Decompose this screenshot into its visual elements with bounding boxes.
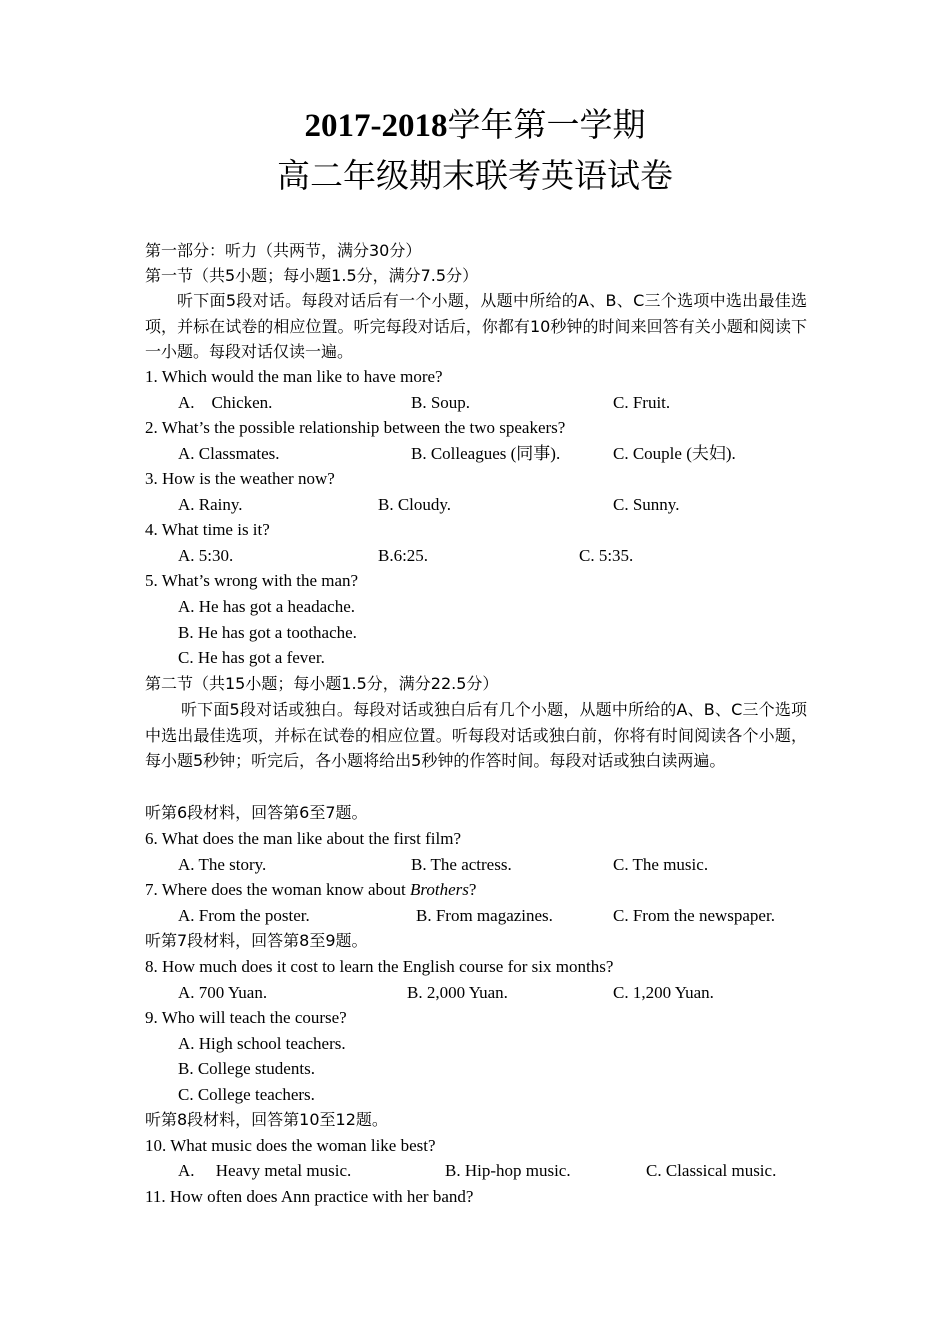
q1-option-a: A. Chicken.	[178, 393, 273, 412]
question-7-text: 7. Where does the woman know about	[145, 880, 411, 899]
question-11: 11. How often does Ann practice with her band?	[145, 1187, 474, 1206]
question-6: 6. What does the man like about the first film?	[145, 829, 461, 848]
question-1: 1. Which would the man like to have more?	[145, 367, 443, 386]
material-6-heading: 听第6段材料，回答第6至7题。	[145, 803, 368, 822]
q8-option-c: C. 1,200 Yuan.	[613, 983, 714, 1002]
q1-option-b: B. Soup.	[411, 393, 471, 412]
q5-option-c: C. He has got a fever.	[178, 648, 325, 667]
exam-term: 学年第一学期	[447, 105, 646, 144]
q9-option-b: B. College students.	[178, 1059, 315, 1078]
q6-option-a: A. The story.	[178, 855, 267, 874]
q10-option-a: A. Heavy metal music.	[178, 1161, 352, 1180]
q3-option-a: A. Rainy.	[178, 495, 243, 514]
question-8: 8. How much does it cost to learn the English course for six months?	[145, 957, 614, 976]
question-9: 9. Who will teach the course?	[145, 1008, 347, 1027]
section1-instructions: 听下面5段对话。每段对话后有一个小题，从题中所给的A、B、C三个选项中选出最佳选项，并标在试卷的相应位置。听完每段对话后，你都有10秒钟的时间来回答有关小题和阅读下一小题。每段对话仅读一遍。	[145, 291, 807, 361]
q4-option-b: B.6:25.	[378, 546, 429, 565]
q3-option-c: C. Sunny.	[613, 495, 680, 514]
exam-year: 2017-2018	[304, 108, 448, 144]
q10-option-b: B. Hip-hop music.	[445, 1161, 571, 1180]
q5-option-a: A. He has got a headache.	[178, 597, 356, 616]
q10-option-c: C. Classical music.	[646, 1161, 777, 1180]
question-7-title-italic: Brothers	[410, 880, 469, 899]
section2-heading: 第二节（共15小题；每小题1.5分，满分22.5分）	[145, 674, 499, 693]
q7-option-c: C. From the newspaper.	[613, 906, 775, 925]
q4-option-a: A. 5:30.	[178, 546, 234, 565]
q4-option-c: C. 5:35.	[579, 546, 634, 565]
q6-option-c: C. The music.	[613, 855, 709, 874]
question-7	[145, 879, 476, 901]
q1-option-c: C. Fruit.	[613, 393, 671, 412]
q7-option-a: A. From the poster.	[178, 906, 310, 925]
question-5: 5. What’s wrong with the man?	[145, 571, 359, 590]
exam-title-line1	[0, 105, 950, 146]
section2-instructions: 听下面5段对话或独白。每段对话或独白后有几个小题，从题中所给的A、B、C三个选项中选出最佳选项，并标在试卷的相应位置。听每段对话或独白前，你将有时间阅读各个小题，每小题5秒钟；听完后，各小题将给出5秒钟的作答时间。每段对话或独白读两遍。	[145, 700, 807, 770]
q9-option-a: A. High school teachers.	[178, 1034, 346, 1053]
q2-option-a: A. Classmates.	[178, 444, 280, 463]
part1-heading: 第一部分：听力（共两节，满分30分）	[145, 241, 422, 260]
question-4: 4. What time is it?	[145, 520, 270, 539]
q2-option-b: B. Colleagues (同事).	[411, 444, 561, 463]
q9-option-c: C. College teachers.	[178, 1085, 315, 1104]
q7-option-b: B. From magazines.	[416, 906, 553, 925]
q8-option-b: B. 2,000 Yuan.	[407, 983, 508, 1002]
q2-option-c: C. Couple (夫妇).	[613, 444, 736, 463]
q5-option-b: B. He has got a toothache.	[178, 623, 357, 642]
section1-heading: 第一节（共5小题；每小题1.5分，满分7.5分）	[145, 266, 479, 285]
question-2: 2. What’s the possible relationship between the two speakers?	[145, 418, 566, 437]
q6-option-b: B. The actress.	[411, 855, 512, 874]
question-7-mark: ?	[468, 880, 477, 899]
q8-option-a: A. 700 Yuan.	[178, 983, 268, 1002]
question-3: 3. How is the weather now?	[145, 469, 335, 488]
material-8-heading: 听第8段材料，回答第10至12题。	[145, 1110, 388, 1129]
exam-subtitle: 高二年级期末联考英语试卷	[277, 156, 673, 195]
q3-option-b: B. Cloudy.	[378, 495, 452, 514]
material-7-heading: 听第7段材料，回答第8至9题。	[145, 931, 368, 950]
question-10: 10. What music does the woman like best?	[145, 1136, 436, 1155]
